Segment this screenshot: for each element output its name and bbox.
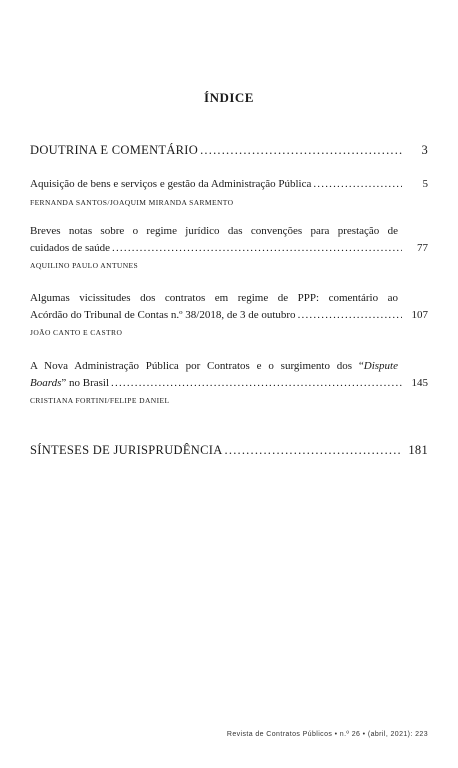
entry-author: AQUILINO PAULO ANTUNES — [30, 261, 139, 270]
page-footer: Revista de Contratos Públicos • n.º 26 • (abril, 2021): 223 — [226, 731, 428, 738]
toc-entry[interactable] — [30, 358, 428, 410]
entry-title-line: A Nova Administração Pública por Contratos e o surgimento dos “Dispute — [30, 360, 398, 372]
entry-title-line: Breves notas sobre o regime jurídico das convenções para prestação de — [30, 225, 398, 237]
toc-section-doutrina[interactable] — [30, 143, 428, 158]
dot-leader — [112, 240, 402, 257]
toc-entry[interactable] — [30, 176, 428, 211]
toc-entry[interactable] — [30, 290, 428, 342]
entry-title-line: Algumas vicissitudes dos contratos em regime de PPP: comentário ao — [30, 292, 398, 304]
entry-author: CRISTIANA FORTINI/FELIPE DANIEL — [30, 396, 170, 405]
entry-title: cuidados de saúde — [30, 241, 111, 254]
entry-title: Aquisição de bens e serviços e gestão da Administração Pública — [30, 178, 312, 190]
section-label: DOUTRINA E COMENTÁRIO — [30, 143, 199, 157]
entry-page-number: 107 — [411, 308, 428, 321]
entry-page-number: 77 — [417, 241, 428, 254]
section-label: SÍNTESES DE JURISPRUDÊNCIA — [30, 443, 223, 457]
dot-leader — [111, 375, 402, 392]
section-page-number: 3 — [421, 143, 428, 157]
dot-leader — [313, 176, 402, 193]
section-page-number: 181 — [408, 443, 428, 457]
entry-page-number: 145 — [411, 376, 428, 389]
dot-leader — [200, 143, 402, 158]
index-title: ÍNDICE — [204, 90, 254, 105]
entry-page-number: 5 — [422, 178, 428, 190]
entry-title: Acórdão do Tribunal de Contas n.º 38/2018, de 3 de outubro — [30, 308, 296, 321]
entry-author: FERNANDA SANTOS/JOAQUIM MIRANDA SARMENTO — [30, 197, 234, 207]
dot-leader — [225, 443, 402, 458]
entry-author: JOÃO CANTO E CASTRO — [30, 328, 123, 337]
toc-section-sinteses[interactable] — [30, 443, 428, 458]
entry-title: Boards” no Brasil — [30, 376, 110, 389]
toc-entry[interactable] — [30, 223, 428, 275]
dot-leader — [298, 307, 402, 324]
